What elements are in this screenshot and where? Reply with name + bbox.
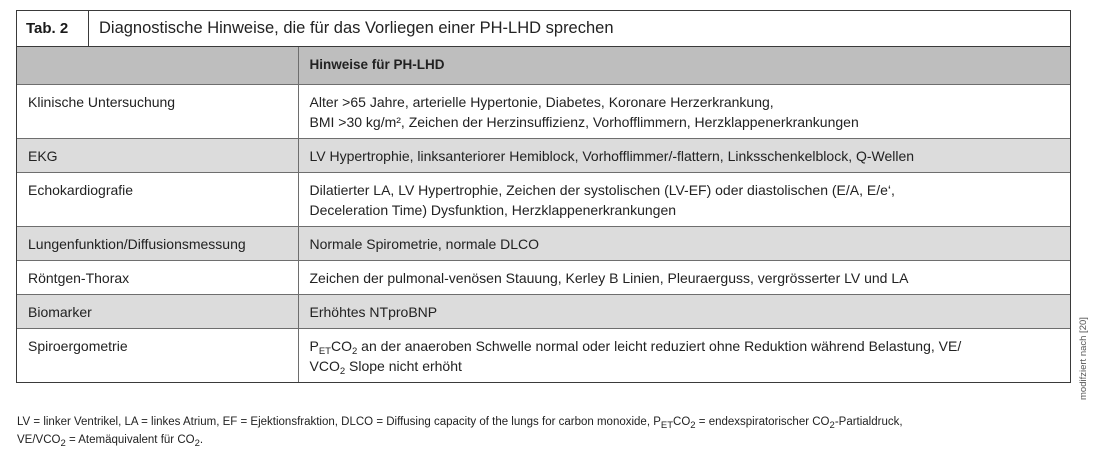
- table-row: [17, 173, 1070, 227]
- subscript-2: 2: [690, 420, 696, 431]
- table-footnote: [17, 413, 1077, 449]
- row-label: Klinische Untersuchung: [17, 85, 298, 139]
- table-row: [17, 227, 1070, 261]
- row-label: Spiroergometrie: [17, 329, 298, 383]
- table-header-row: [17, 47, 1070, 85]
- table-row: [17, 329, 1070, 383]
- footnote-text: .: [199, 434, 204, 446]
- header-cell-empty: [17, 47, 298, 85]
- text-vco: VCO: [309, 358, 340, 374]
- subscript-2: 2: [339, 366, 346, 377]
- table-number: Tab. 2: [17, 11, 89, 46]
- row-text: [298, 329, 1070, 383]
- row-text: Zeichen der pulmonal-venösen Stauung, Kerley B Linien, Pleuraerguss, vergrösserter LV und LA: [298, 261, 1070, 295]
- row-label: Biomarker: [17, 295, 298, 329]
- table-row: [17, 139, 1070, 173]
- text-rest: Slope nicht erhöht: [345, 358, 462, 374]
- subscript-2: 2: [351, 346, 358, 357]
- table-title-row: [17, 11, 1070, 47]
- row-text: LV Hypertrophie, linksanteriorer Hemiblock, Vorhofflimmer/-flattern, Linksschenkelblock, Q-Wellen: [298, 139, 1070, 173]
- source-credit: modifziert nach [20]: [1078, 317, 1089, 400]
- diagnostic-table: [16, 10, 1071, 383]
- footnote-text: = Atemäquivalent für CO: [65, 434, 195, 446]
- row-text: [298, 173, 1070, 227]
- row-label: EKG: [17, 139, 298, 173]
- subscript-2: 2: [194, 438, 200, 449]
- footnote-text: CO: [673, 416, 691, 428]
- table-row: [17, 261, 1070, 295]
- row-label: Röntgen-Thorax: [17, 261, 298, 295]
- table-row: [17, 85, 1070, 139]
- row-text: [298, 85, 1070, 139]
- footnote-text: VE/VCO: [17, 434, 61, 446]
- footnote-text: -Partialdruck,: [834, 416, 903, 428]
- table-row: [17, 295, 1070, 329]
- row-label: Lungenfunktion/Diffusionsmessung: [17, 227, 298, 261]
- footnote-text: LV = linker Ventrikel, LA = linkes Atrium, EF = Ejektionsfraktion, DLCO = Diffusing capacity of the lungs for carbon monoxide, P: [17, 416, 661, 428]
- row-label: Echokardiografie: [17, 173, 298, 227]
- header-cell-hints: Hinweise für PH-LHD: [298, 47, 1070, 85]
- row-text: Erhöhtes NTproBNP: [298, 295, 1070, 329]
- subscript-et: ET: [660, 420, 674, 431]
- subscript-2: 2: [829, 420, 835, 431]
- subscript-2: 2: [60, 438, 66, 449]
- row-text-line: Dilatierter LA, LV Hypertrophie, Zeichen der systolischen (LV-EF) oder diastolischen (E/A, E/e‘,: [309, 182, 895, 198]
- footnote-text: = endexspiratorischer CO: [695, 416, 830, 428]
- row-text-line: Alter >65 Jahre, arterielle Hypertonie, Diabetes, Koronare Herzerkrankung,: [309, 94, 774, 110]
- subscript-et: ET: [318, 346, 331, 357]
- row-text-line: BMI >30 kg/m², Zeichen der Herzinsuffizienz, Vorhofflimmern, Herzklappenerkrankungen: [309, 114, 859, 130]
- text-p: P: [309, 338, 319, 354]
- row-text: Normale Spirometrie, normale DLCO: [298, 227, 1070, 261]
- table-title: Diagnostische Hinweise, die für das Vorliegen einer PH-LHD sprechen: [99, 19, 614, 37]
- row-text-line: Deceleration Time) Dysfunktion, Herzklappenerkrankungen: [309, 202, 677, 218]
- text-co: CO: [330, 338, 352, 354]
- table-body: [17, 47, 1070, 382]
- text-rest: an der anaeroben Schwelle normal oder leicht reduziert ohne Reduktion während Belastung, VE/: [357, 338, 962, 354]
